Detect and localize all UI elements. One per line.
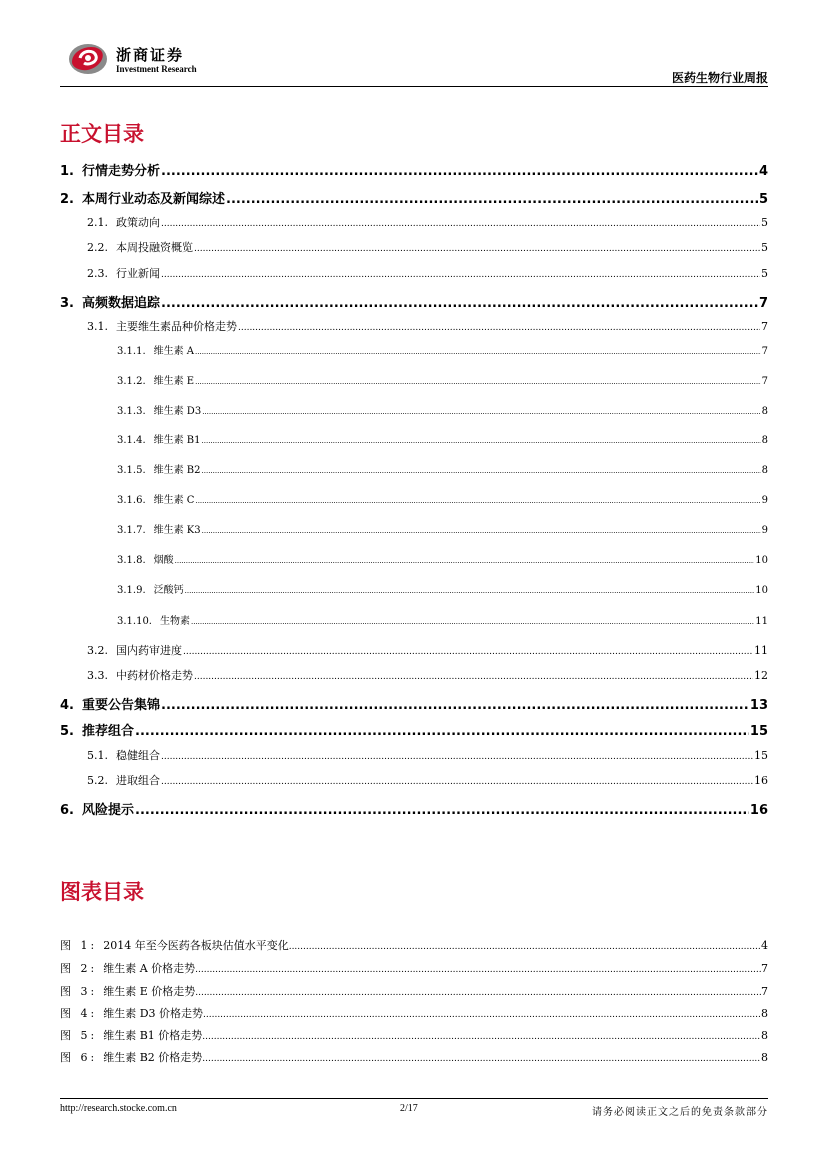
toc-dot-leader: [238, 323, 760, 333]
toc-item[interactable]: [60, 239, 768, 255]
toc-item-title: 重要公告集锦: [81, 698, 160, 713]
toc-item-title: 泛酸钙: [153, 585, 184, 596]
toc-title: 正文目录: [60, 122, 144, 146]
toc-item-title: 烟酸: [153, 555, 174, 566]
toc-item-title: 维生素 C: [153, 495, 195, 506]
toc-item-title: 政策动向: [116, 216, 160, 229]
toc-item-page: 10: [755, 555, 768, 566]
figure-item-title: 维生素 E 价格走势: [103, 985, 196, 998]
toc-item-number: 5.1.: [87, 749, 108, 762]
toc-dot-leader: [161, 219, 760, 229]
toc-item-title: 进取组合: [116, 774, 160, 787]
toc-item-number: 2.3.: [87, 267, 108, 280]
toc-item-page: 5: [761, 216, 768, 229]
figure-item-label: 图 5:: [60, 1029, 98, 1042]
figure-item-label: 图 1:: [60, 939, 98, 952]
toc-item[interactable]: [60, 551, 768, 565]
figure-dot-leader: [195, 965, 761, 975]
toc-item-number: 3.1.5.: [117, 465, 146, 476]
figure-item-label: 图 3:: [60, 985, 98, 998]
toc-item-page: 13: [749, 698, 768, 713]
figure-item-title: 维生素 B2 价格走势: [103, 1051, 203, 1064]
toc-item-number: 3.2.: [87, 644, 108, 657]
toc-dot-leader: [194, 672, 753, 682]
toc-item-number: 3.1.2.: [117, 376, 146, 387]
toc-dot-leader: [185, 587, 755, 595]
toc-item-page: 16: [754, 774, 768, 787]
toc-item-title: 生物素: [160, 616, 190, 627]
toc-dot-leader: [175, 557, 755, 565]
footer-page-number: 2/17: [400, 1103, 418, 1114]
toc-item-title: 行情走势分析: [81, 164, 160, 179]
toc-item-title: 稳健组合: [116, 749, 160, 762]
toc-dot-leader: [194, 244, 760, 254]
toc-dot-leader: [191, 618, 754, 626]
toc-item-title: 维生素 B2: [153, 465, 201, 476]
figure-item[interactable]: [60, 937, 768, 953]
toc-item-page: 16: [749, 803, 768, 818]
toc-dot-leader: [161, 777, 753, 787]
toc-item[interactable]: [60, 491, 768, 505]
figure-item[interactable]: [60, 960, 768, 976]
toc-item-page: 9: [761, 495, 768, 506]
toc-item-title: 推荐组合: [81, 724, 134, 739]
toc-dot-leader: [135, 724, 749, 739]
toc-item-title: 维生素 K3: [153, 525, 201, 536]
toc-item-title: 维生素 B1: [153, 435, 201, 446]
toc-item-title: 维生素 E: [153, 376, 195, 387]
report-type: 医药生物行业周报: [671, 71, 768, 85]
figure-list-title: 图表目录: [60, 880, 144, 904]
toc-item-number: 3.1.10.: [117, 616, 152, 627]
figure-item[interactable]: [60, 983, 768, 999]
toc-item-title: 风险提示: [81, 803, 134, 818]
figure-item[interactable]: [60, 1027, 768, 1043]
toc-item-number: 3.1.9.: [117, 585, 146, 596]
footer-divider: [60, 1098, 768, 1099]
toc-item-page: 15: [749, 724, 768, 739]
figure-item-title: 维生素 A 价格走势: [103, 962, 196, 975]
logo-chinese-text: 浙商证券: [116, 46, 185, 64]
toc-item[interactable]: [60, 667, 768, 683]
toc-item-title: 本周投融资概览: [116, 241, 193, 254]
toc-item-number: 5.2.: [87, 774, 108, 787]
toc-dot-leader: [226, 192, 758, 207]
figure-dot-leader: [202, 1054, 761, 1064]
toc-item-page: 8: [761, 406, 768, 417]
toc-item[interactable]: [60, 214, 768, 230]
figure-item-page: 8: [761, 1029, 768, 1042]
toc-item-number: 2.1.: [87, 216, 108, 229]
figure-item-page: 7: [761, 985, 768, 998]
toc-item[interactable]: [60, 772, 768, 788]
toc-item-number: 4.: [60, 698, 74, 713]
toc-item-title: 维生素 D3: [153, 406, 202, 417]
toc-item-number: 2.2.: [87, 241, 108, 254]
figure-item-label: 图 4:: [60, 1007, 98, 1020]
toc-item-title: 本周行业动态及新闻综述: [81, 192, 225, 207]
toc-item-page: 8: [761, 465, 768, 476]
toc-item-number: 3.1.: [87, 320, 108, 333]
toc-item-page: 8: [761, 435, 768, 446]
toc-item[interactable]: [60, 342, 768, 356]
toc-item[interactable]: [60, 799, 768, 817]
toc-item-number: 3.1.3.: [117, 406, 146, 417]
figure-item-page: 4: [761, 939, 768, 952]
toc-item-page: 12: [754, 669, 768, 682]
toc-dot-leader: [202, 467, 761, 475]
toc-item[interactable]: [60, 581, 768, 595]
toc-dot-leader: [161, 270, 760, 280]
toc-item-page: 7: [761, 346, 768, 357]
figure-item[interactable]: [60, 1005, 768, 1021]
company-logo-icon: [66, 40, 110, 76]
toc-item-title: 高频数据追踪: [81, 296, 160, 311]
toc-dot-leader: [202, 527, 761, 535]
toc-item-number: 3.1.1.: [117, 346, 146, 357]
toc-item-number: 3.: [60, 296, 74, 311]
toc-item[interactable]: [60, 431, 768, 445]
toc-item-page: 5: [758, 192, 768, 207]
toc-item-page: 7: [761, 376, 768, 387]
page-header: [60, 40, 768, 88]
figure-item-page: 8: [761, 1007, 768, 1020]
toc-item-number: 3.1.6.: [117, 495, 146, 506]
figure-dot-leader: [289, 942, 761, 952]
toc-dot-leader: [135, 803, 749, 818]
toc-item-number: 6.: [60, 803, 74, 818]
toc-item[interactable]: [60, 720, 768, 738]
toc-item[interactable]: [60, 265, 768, 281]
toc-item-number: 3.1.8.: [117, 555, 146, 566]
toc-item[interactable]: [60, 160, 768, 178]
toc-item-page: 5: [761, 267, 768, 280]
toc-item-title: 维生素 A: [153, 346, 195, 357]
toc-item-page: 11: [755, 616, 768, 627]
toc-item-title: 国内药审进度: [116, 644, 182, 657]
toc-item-title: 主要维生素品种价格走势: [116, 320, 237, 333]
figure-dot-leader: [202, 1032, 761, 1042]
toc-item-page: 10: [755, 585, 768, 596]
header-divider: [60, 86, 768, 87]
figure-item[interactable]: [60, 1049, 768, 1065]
logo-english-text: Investment Research: [116, 64, 197, 74]
toc-dot-leader: [161, 296, 758, 311]
toc-item[interactable]: [60, 461, 768, 475]
toc-dot-leader: [161, 752, 753, 762]
toc-dot-leader: [195, 348, 761, 356]
toc-item-page: 5: [761, 241, 768, 254]
toc-item-page: 4: [758, 164, 768, 179]
toc-item[interactable]: [60, 372, 768, 386]
toc-dot-leader: [202, 408, 760, 416]
toc-dot-leader: [195, 378, 761, 386]
toc-item[interactable]: [60, 747, 768, 763]
toc-item-number: 2.: [60, 192, 74, 207]
toc-item-number: 5.: [60, 724, 74, 739]
toc-item-number: 3.1.4.: [117, 435, 146, 446]
toc-item[interactable]: [60, 612, 768, 626]
toc-dot-leader: [183, 647, 753, 657]
footer-url[interactable]: http://research.stocke.com.cn: [60, 1103, 177, 1114]
figure-item-page: 8: [761, 1051, 768, 1064]
toc-dot-leader: [161, 164, 758, 179]
toc-item-page: 11: [754, 644, 768, 657]
toc-item[interactable]: [60, 402, 768, 416]
toc-dot-leader: [161, 698, 749, 713]
toc-item[interactable]: [60, 694, 768, 712]
toc-item[interactable]: [60, 318, 768, 334]
toc-item[interactable]: [60, 292, 768, 310]
figure-item-page: 7: [761, 962, 768, 975]
figure-item-title: 维生素 D3 价格走势: [103, 1007, 204, 1020]
toc-item-page: 7: [758, 296, 768, 311]
toc-item-page: 7: [761, 320, 768, 333]
toc-item-page: 9: [761, 525, 768, 536]
figure-item-title: 2014 年至今医药各板块估值水平变化: [103, 939, 289, 952]
figure-item-title: 维生素 B1 价格走势: [103, 1029, 203, 1042]
toc-item-page: 15: [754, 749, 768, 762]
figure-dot-leader: [195, 988, 761, 998]
toc-item-number: 3.1.7.: [117, 525, 146, 536]
toc-item-number: 3.3.: [87, 669, 108, 682]
figure-dot-leader: [203, 1010, 761, 1020]
toc-item-title: 中药材价格走势: [116, 669, 193, 682]
figure-item-label: 图 6:: [60, 1051, 98, 1064]
footer-disclaimer: 请务必阅读正文之后的免责条款部分: [592, 1107, 768, 1118]
toc-dot-leader: [202, 437, 761, 445]
toc-item-number: 1.: [60, 164, 74, 179]
toc-dot-leader: [195, 497, 760, 505]
toc-item[interactable]: [60, 188, 768, 206]
toc-item[interactable]: [60, 521, 768, 535]
figure-item-label: 图 2:: [60, 962, 98, 975]
toc-item-title: 行业新闻: [116, 267, 160, 280]
toc-item[interactable]: [60, 642, 768, 658]
